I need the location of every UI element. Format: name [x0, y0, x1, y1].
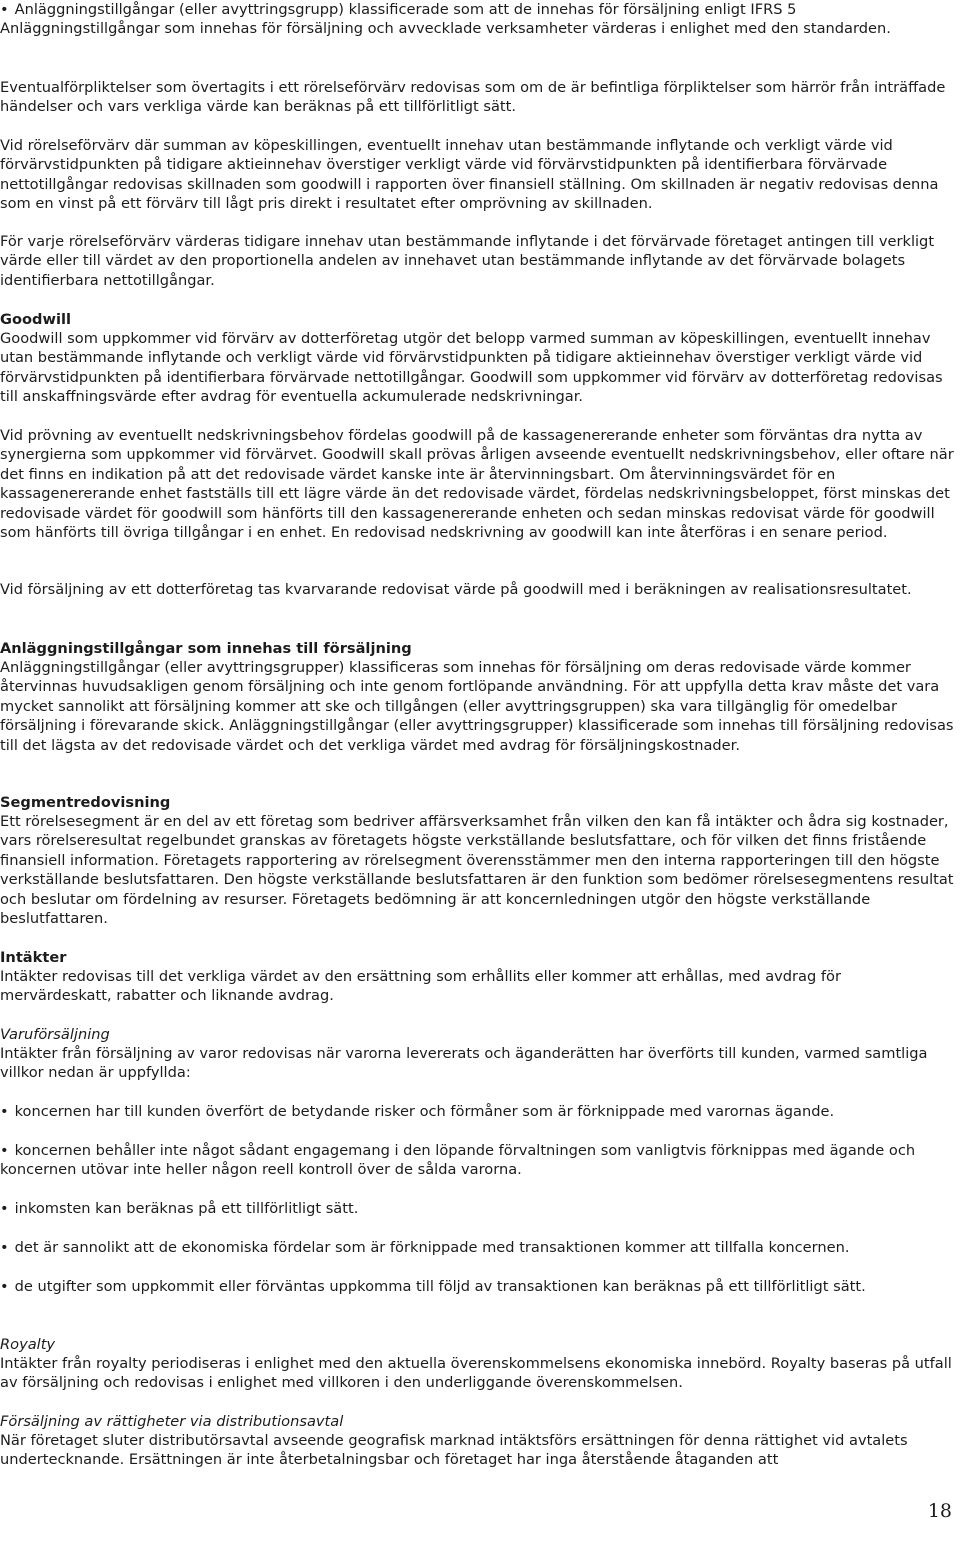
paragraph: Anläggningstillgångar (eller avyttringsgrupper) klassificeras som innehas för försäljning om deras redovisade värde kommer återvinnas huvudsakligen genom försäljning och inte genom fortlöpande användning. För att uppfylla detta krav måste det vara mycket sannolikt att försäljning kommer att ske och tillgången (eller avyttringsgruppen) ska vara tillgänglig för omedelbar försäljning i förevarande skick. Anläggningstillgångar (eller avyttringsgrupper) klassificerade som innehas till försäljning redovisas till det lägsta av det redovisade värdet och det verkliga värdet med avdrag för försäljningskostnader. [0, 659, 954, 754]
bullet-item: • inkomsten kan beräknas på ett tillförlitligt sätt. [0, 1199, 960, 1218]
bullet-item: • koncernen behåller inte något sådant engagemang i den löpande förvaltningen som vanligtvis förknippas med ägande och koncernen utövar inte heller någon reell kontroll över de sålda varorna. [0, 1141, 960, 1180]
paragraph: Eventualförpliktelser som övertagits i ett rörelseförvärv redovisas som om de är befintliga förpliktelser som härrör från inträffade händelser och vars verkliga värde kan beräknas på ett tillförlitligt sätt. [0, 79, 946, 116]
paragraph: Vid prövning av eventuellt nedskrivningsbehov fördelas goodwill på de kassagenererande enheter som förväntas dra nytta av synergierna som uppkommer vid förvärvet. Goodwill skall prövas årligen avseende eventuellt nedskrivningsbehov, eller oftare när det finns en indikation på att det redovisade värdet kanske inte är återvinningsbart. Om återvinningsvärdet för en kassagenererande enhet fastställs till ett lägre värde än det redovisade värdet, fördelas nedskrivningsbeloppet, först minskas det redovisade värdet för goodwill som hänförts till den kassagenererande enheten och sedan minskas redovisat värde för goodwill som hänförts till övriga tillgångar i en enhet. En redovisad nedskrivning av goodwill kan inte återföras i en senare period. [0, 427, 954, 542]
paragraph: Goodwill som uppkommer vid förvärv av dotterföretag utgör det belopp varmed summan av köpeskillingen, eventuellt innehav utan bestämmande inflytande och verkligt värde vid förvärvstidpunkten på tidigare aktieinnehav överstiger verkligt värde vid förvärvstidpunkten på identifierbara förvärvade nettotillgångar. Goodwill som uppkommer vid förvärv av dotterföretag redovisas till anskaffningsvärde efter avdrag för eventuella ackumulerade nedskrivningar. [0, 330, 943, 406]
paragraph: När företaget sluter distributörsavtal avseende geografisk marknad intäktsförs ersättningen för denna rättighet vid avtalets undertecknande. Ersättningen är inte återbetalningsbar och företaget har inga återstående åtaganden att [0, 1432, 908, 1469]
subheading-royalty: Royalty [0, 1336, 56, 1353]
subheading-goods-sales: Varuförsäljning [0, 1026, 110, 1043]
bullet-item: • de utgifter som uppkommit eller förväntas uppkomma till följd av transaktionen kan beräknas på ett tillförlitligt sätt. [0, 1277, 960, 1296]
bullet-item: • det är sannolikt att de ekonomiska fördelar som är förknippade med transaktionen kommer att tillfalla koncernen. [0, 1238, 960, 1257]
paragraph: Intäkter redovisas till det verkliga värdet av den ersättning som erhållits eller kommer att erhållas, med avdrag för mervärdeskatt, rabatter och liknande avdrag. [0, 968, 841, 1005]
subheading-distribution-rights: Försäljning av rättigheter via distributionsavtal [0, 1413, 344, 1430]
page-number: 18 [927, 1500, 952, 1522]
paragraph: Intäkter från försäljning av varor redovisas när varorna levererats och äganderätten har överförts till kunden, varmed samtliga villkor nedan är uppfyllda: [0, 1045, 928, 1082]
section-heading-goodwill: Goodwill [0, 311, 71, 328]
bullet-item: • koncernen har till kunden överfört de betydande risker och förmåner som är förknippade med varornas ägande. [0, 1102, 960, 1121]
paragraph: Vid rörelseförvärv där summan av köpeskillingen, eventuellt innehav utan bestämmande inflytande och verkligt värde vid förvärvstidpunkten på tidigare aktieinnehav överstiger verkligt värde vid förvärvstidpunkten på identifierbara förvärvade nettotillgångar redovisas skillnaden som goodwill i rapporten över finansiell ställning. Om skillnaden är negativ redovisas denna som en vinst på ett förvärv till lågt pris direkt i resultatet efter omprövning av skillnaden. [0, 137, 939, 213]
paragraph: Vid försäljning av ett dotterföretag tas kvarvarande redovisat värde på goodwill med i beräkningen av realisationsresultatet. [0, 581, 912, 598]
section-heading-segment-reporting: Segmentredovisning [0, 794, 171, 811]
section-heading-revenue: Intäkter [0, 949, 67, 966]
paragraph: Ett rörelsesegment är en del av ett företag som bedriver affärsverksamhet från vilken den kan få intäkter och ådra sig kostnader, vars rörelseresultat regelbundet granskas av företagets högste verkställande beslutsfattare, och för vilken det finns fristående finansiell information. Företagets rapportering av rörelsegment överensstämmer men den interna rapporteringen till den högste verkställande beslutsfattaren. Den högste verkställande beslutsfattaren är den funktion som bedömer rörelsesegmentens resultat och beslutar om fördelning av resurser. Företagets bedömning är att koncernledningen utgör den högste verkställande beslutfattaren. [0, 813, 954, 928]
section-heading-assets-held-for-sale: Anläggningstillgångar som innehas till försäljning [0, 640, 412, 657]
bullet-item: • Anläggningstillgångar (eller avyttringsgrupp) klassificerade som att de innehas för försäljning enligt IFRS 5 Anläggningstillgångar som innehas för försäljning och avvecklade verksamheter värderas i enlighet med den standarden. [0, 0, 960, 39]
paragraph: För varje rörelseförvärv värderas tidigare innehav utan bestämmande inflytande i det förvärvade företaget antingen till verkligt värde eller till värdet av den proportionella andelen av innehavet utan bestämmande inflytande av det förvärvade bolagets identifierbara nettotillgångar. [0, 233, 935, 289]
paragraph: Intäkter från royalty periodiseras i enlighet med den aktuella överenskommelsens ekonomiska innebörd. Royalty baseras på utfall av försäljning och redovisas i enlighet med villkoren i den underliggande överenskommelsen. [0, 1355, 952, 1392]
